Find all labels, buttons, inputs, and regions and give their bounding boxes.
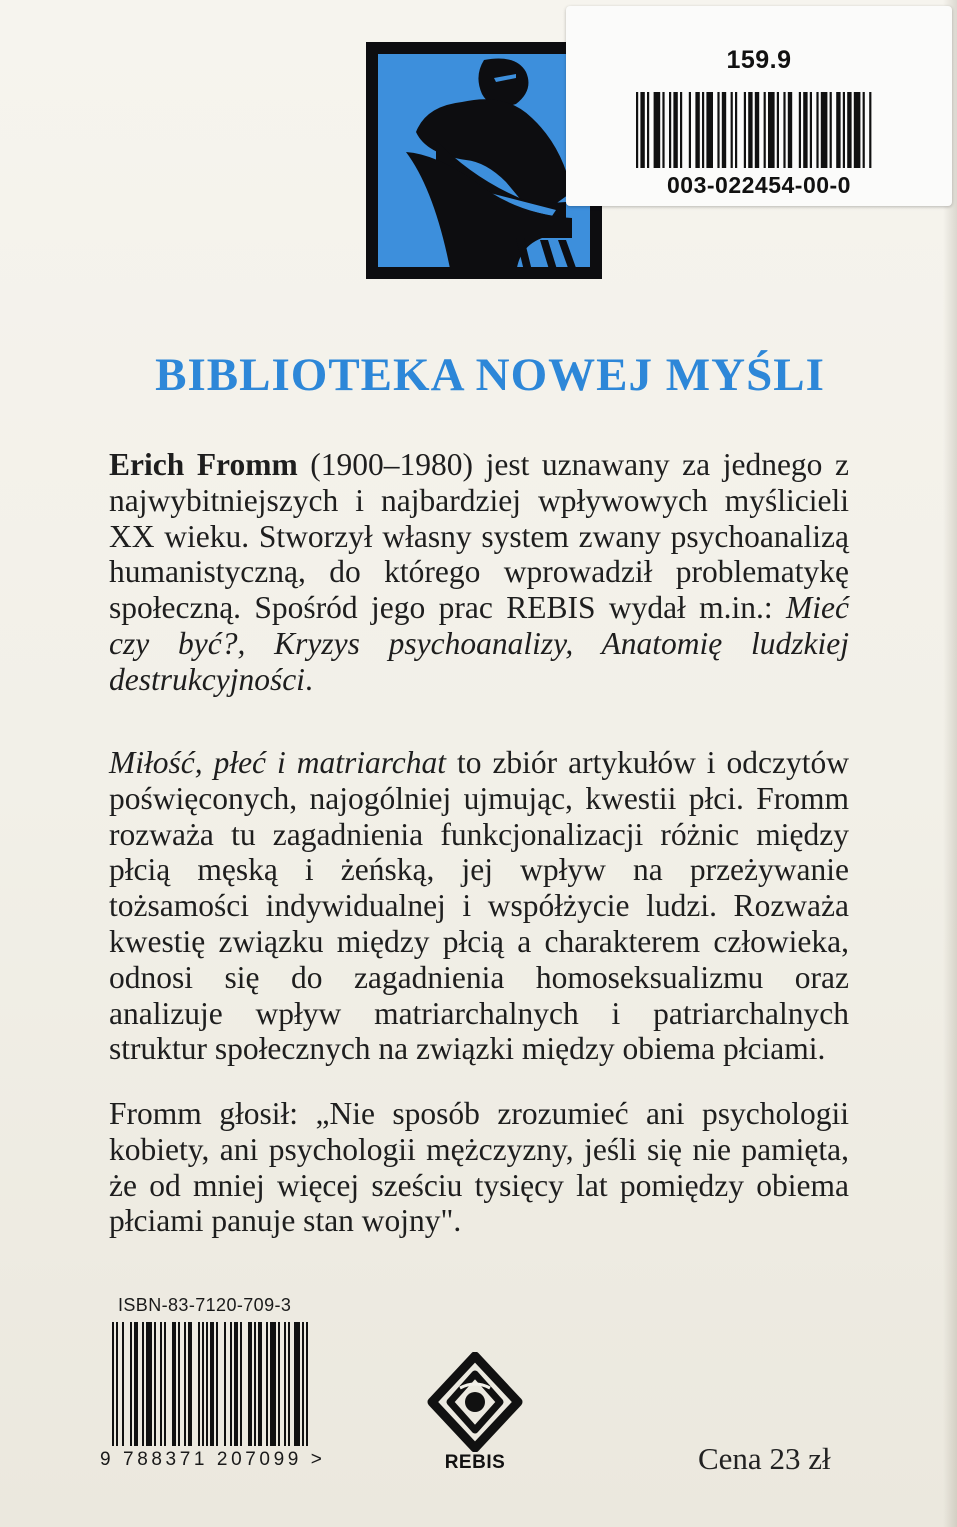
barcode-bar [810,92,812,168]
barcode-bar [799,92,801,168]
barcode-bar [294,1322,300,1446]
barcode-bar [122,1322,124,1446]
barcode-bar [172,1322,176,1446]
quote-paragraph [109,1096,849,1239]
barcode-bar [744,92,746,168]
barcode-bar [112,1322,114,1446]
barcode-bar [146,1322,152,1446]
barcode-bar [843,92,845,168]
barcode-bar [216,1322,218,1446]
quote-text: Fromm głosił: „Nie sposób zrozumieć ani psychologii kobiety, ani psychologii mężczyzny, jeśli się nie pamięta, że od mniej więcej sześciu tysięcy lat pomiędzy obiema płciami panuje stan wojny". [109,1096,849,1239]
library-inventory-code: 003-022454-00-0 [667,172,851,198]
barcode-bar [662,92,664,168]
book-description-text: to zbiór artykułów i odczytów poświęconych, najogólniej ujmując, kwestii płci. Fromm rozważa tu zagadnienia funkcjonalizacji różnic między płcią męską i żeńską, jej wpływ na przeżywanie tożsamości indywidualnej i współżycie ludzi. Rozważa kwestię związku między płcią a charakterem człowieka, odnosi się do zagadnienia homoseksualizmu oraz analizuje wpływ matriarchalnych i patriarchalnych struktur społecznych na związki między obiema płciami. [109,745,849,1067]
barcode-bar [788,92,792,168]
series-title: BIBLIOTEKA NOWEJ MYŚLI [155,349,825,401]
barcode-bar [695,92,699,168]
isbn-label: ISBN-83-7120-709-3 [118,1295,292,1315]
barcode-bar [116,1322,118,1446]
barcode-bar [284,1322,286,1446]
barcode-bar [702,92,704,168]
barcode-bar [640,92,644,168]
barcode-bar [154,1322,156,1446]
book-title: Miłość, płeć i matriarchat [109,745,447,780]
barcode-bar [722,92,726,168]
barcode-bar [768,92,775,168]
library-barcode [636,92,872,168]
barcode-bar [735,92,737,168]
publisher-name: REBIS [444,1452,506,1473]
cover-edge-shadow [943,0,957,1527]
library-sticker [566,6,952,206]
barcode-bar [266,1322,268,1446]
barcode-bar [777,92,779,168]
rebis-emblem-icon [420,1352,530,1452]
author-bio-paragraph [109,447,849,698]
barcode-bar [816,92,818,168]
barcode-bar [680,92,682,168]
barcode-bar [669,92,671,168]
barcode-bar [210,1322,214,1446]
barcode-bar [654,92,661,168]
barcode-bar [270,1322,276,1446]
isbn-barcode [112,1322,312,1446]
barcode-bar [830,92,832,168]
author-name: Erich Fromm [109,447,298,482]
barcode-bar [164,1322,166,1446]
barcode-bar [240,1322,242,1446]
barcode-bar [160,1322,162,1446]
barcode-bar [764,92,766,168]
barcode-bar [178,1322,180,1446]
author-bio-text: (1900–1980) jest uznawany za jednego z najwybitniejszych i najbardziej wpływowych myślicieli XX wieku. Stworzył własny system zwany psychoanalizą humanistyczną, do którego wprowadził problematykę społeczną. Spośród jego prac REBIS wydał m.in.: [109,447,849,626]
barcode-bar [647,92,649,168]
barcode-bar [254,1322,256,1446]
barcode-bar [142,1322,144,1446]
isbn-barcode-digits: 9 788371 207099 > [100,1449,326,1470]
barcode-bar [234,1322,238,1446]
barcode-bar [230,1322,232,1446]
barcode-bar [258,1322,262,1446]
barcode-bar [863,92,865,168]
author-bio-end: . [304,661,313,697]
barcode-bar [288,1322,290,1446]
barcode-bar [821,92,828,168]
barcode-bar [803,92,807,168]
barcode-bar [748,92,752,168]
barcode-bar [206,1322,208,1446]
barcode-bar [636,92,638,168]
price: Cena 23 zł [698,1441,831,1476]
barcode-bar [188,1322,192,1446]
barcode-bar [278,1322,280,1446]
barcode-bar [198,1322,200,1446]
other-works-titles: Mieć czy być?, Kryzys psychoanalizy, Anatomię ludzkiej destrukcyjności [109,590,849,697]
barcode-bar [847,92,851,168]
barcode-bar [202,1322,204,1446]
barcode-bar [248,1322,252,1446]
barcode-bar [836,92,840,168]
barcode-bar [689,92,691,168]
library-call-number: 159.9 [726,46,792,74]
barcode-bar [224,1322,226,1446]
barcode-bar [783,92,785,168]
barcode-bar [755,92,759,168]
barcode-bar [854,92,861,168]
barcode-bar [717,92,719,168]
barcode-bar [134,1322,138,1446]
barcode-bar [673,92,677,168]
barcode-bar [302,1322,304,1446]
barcode-bar [130,1322,132,1446]
book-description-paragraph [109,745,849,1067]
barcode-bar [731,92,733,168]
barcode-bar [706,92,713,168]
barcode-bar [306,1322,308,1446]
barcode-bar [869,92,871,168]
barcode-bar [184,1322,186,1446]
